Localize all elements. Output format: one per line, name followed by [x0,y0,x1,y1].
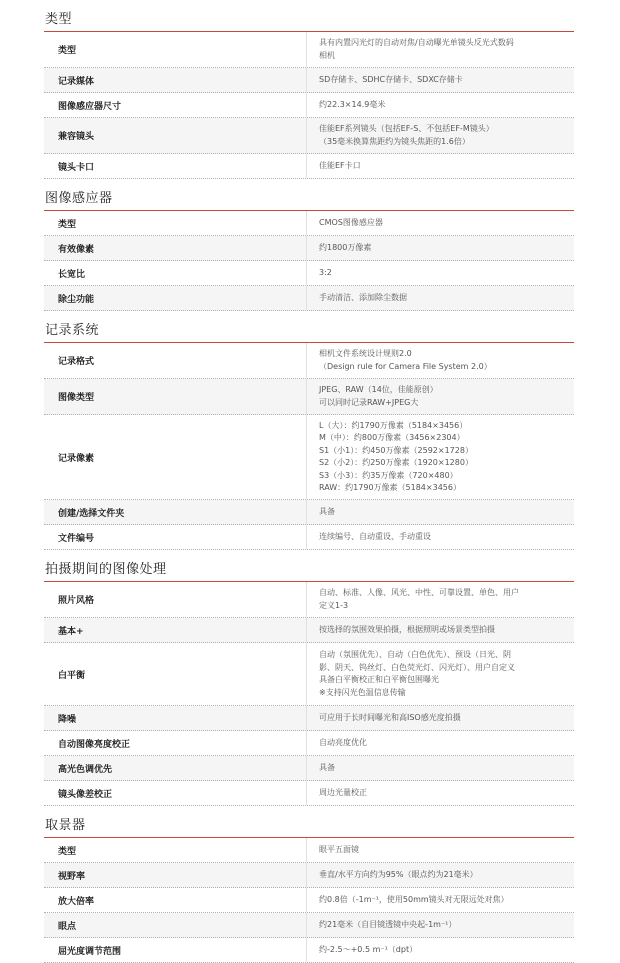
spec-value [307,888,574,912]
spec-table [44,32,574,179]
spec-row [44,93,574,118]
spec-label: 除尘功能 [44,286,307,310]
spec-row [44,343,574,379]
spec-value [307,154,574,178]
spec-label: 类型 [44,32,307,67]
spec-label: 类型 [44,838,307,862]
spec-label: 镜头像差校正 [44,781,307,805]
spec-label: 创建/选择文件夹 [44,500,307,524]
spec-value-line: 具备 [319,762,335,772]
spec-value-line: 约0.8倍（-1m⁻¹，使用50mm镜头对无限远处对焦） [319,894,509,904]
spec-row [44,415,574,500]
spec-table [44,838,574,963]
spec-label: 放大倍率 [44,888,307,912]
spec-value-line: 约1800万像素 [319,242,372,252]
spec-value-line: 可应用于长时间曝光和高ISO感光度拍摄 [319,712,461,722]
spec-value-line: 约-2.5～+0.5 m⁻¹（dpt） [319,944,418,954]
spec-value-line: 定义1-3 [319,600,349,610]
spec-row [44,154,574,179]
spec-label: 照片风格 [44,582,307,617]
spec-row [44,525,574,550]
spec-label: 类型 [44,211,307,235]
spec-row [44,118,574,154]
spec-label: 记录像素 [44,415,307,499]
spec-value-line: （Design rule for Camera File System 2.0） [319,361,492,371]
spec-value-line: RAW：约1790万像素（5184×3456） [319,483,461,492]
spec-value [307,500,574,524]
spec-value-line: 约21毫米（自目镜透镜中央起-1m⁻¹） [319,919,457,929]
spec-value [307,118,574,153]
spec-row [44,888,574,913]
spec-value-line: 自动、标准、人像、风光、中性、可靠设置、单色、用户 [319,588,519,597]
spec-row [44,286,574,311]
section-title: 图像感应器 [44,179,574,211]
spec-label: 长宽比 [44,261,307,285]
spec-label: 基本+ [44,618,307,642]
spec-value-line: ※支持闪光色温信息传输 [319,687,406,697]
spec-value [307,261,574,285]
spec-value-line: 3:2 [319,267,332,277]
spec-value-line: 连续编号、自动重设、手动重设 [319,531,431,541]
spec-value-line: 可以同时记录RAW+JPEG大 [319,397,419,407]
spec-label: 屈光度调节范围 [44,938,307,962]
spec-row [44,643,574,706]
spec-value-line: S3（小3）：约35万像素（720×480） [319,470,458,480]
spec-value-line: 佳能EF卡口 [319,160,361,170]
spec-value-line: 佳能EF系列镜头（包括EF-S、不包括EF-M镜头） [319,124,494,133]
spec-value-line: 相机 [319,50,335,60]
spec-label: 记录媒体 [44,68,307,92]
spec-value [307,68,574,92]
spec-section [44,0,574,179]
spec-row [44,379,574,415]
spec-value [307,731,574,755]
spec-value-line: 相机文件系统设计规则2.0 [319,349,412,358]
spec-table [44,343,574,550]
spec-label: 有效像素 [44,236,307,260]
spec-row [44,756,574,781]
spec-value [307,211,574,235]
spec-row [44,582,574,618]
section-title: 拍摄期间的图像处理 [44,550,574,582]
spec-value [307,582,574,617]
spec-row [44,68,574,93]
spec-label: 记录格式 [44,343,307,378]
spec-row [44,706,574,731]
spec-row [44,863,574,888]
spec-value [307,415,574,499]
spec-value-line: 影、阴天、钨丝灯、白色荧光灯、闪光灯）、用户自定义 [319,662,515,672]
spec-label: 镜头卡口 [44,154,307,178]
spec-page [44,0,574,963]
spec-value [307,93,574,117]
spec-value-line: 自动（氛围优先）、自动（白色优先）、预设（日光、阴 [319,650,511,659]
spec-row [44,32,574,68]
spec-label: 眼点 [44,913,307,937]
spec-label: 图像类型 [44,379,307,414]
spec-value-line: 按选择的氛围效果拍摄，根据照明或场景类型拍摄 [319,624,495,634]
spec-table [44,211,574,311]
section-title: 类型 [44,0,574,32]
spec-section [44,806,574,963]
section-title: 取景器 [44,806,574,838]
spec-value-line: 周边光量校正 [319,787,367,797]
spec-value [307,706,574,730]
spec-value-line: L（大）：约1790万像素（5184×3456） [319,420,468,430]
spec-row [44,938,574,963]
spec-value-line: 具有内置闪光灯的自动对焦/自动曝光单镜头反光式数码 [319,38,514,47]
spec-value-line: 具备 [319,506,335,516]
spec-label: 兼容镜头 [44,118,307,153]
spec-value-line: 自动亮度优化 [319,737,367,747]
spec-value [307,343,574,378]
spec-value-line: 具备白平衡校正和白平衡包围曝光 [319,675,439,684]
spec-value-line: JPEG、RAW（14位，佳能原创） [319,385,438,394]
spec-label: 文件编号 [44,525,307,549]
spec-label: 视野率 [44,863,307,887]
spec-value [307,525,574,549]
spec-row [44,236,574,261]
spec-value [307,781,574,805]
spec-value-line: S1（小1）：约450万像素（2592×1728） [319,445,473,455]
spec-table [44,582,574,806]
spec-value [307,938,574,962]
spec-value-line: SD存储卡、SDHC存储卡、SDXC存储卡 [319,74,463,84]
spec-value [307,236,574,260]
spec-value [307,379,574,414]
spec-value-line: 眼平五面镜 [319,844,359,854]
spec-value [307,838,574,862]
spec-value-line: M（中）：约800万像素（3456×2304） [319,433,465,442]
spec-value [307,643,574,705]
section-title: 记录系统 [44,311,574,343]
spec-row [44,211,574,236]
spec-row [44,781,574,806]
spec-section [44,311,574,550]
spec-label: 自动图像亮度校正 [44,731,307,755]
spec-label: 高光色调优先 [44,756,307,780]
spec-value [307,32,574,67]
spec-value-line: 垂直/水平方向约为95%（眼点约为21毫米） [319,869,478,879]
spec-row [44,731,574,756]
spec-section [44,550,574,806]
spec-row [44,500,574,525]
spec-row [44,261,574,286]
spec-label: 降噪 [44,706,307,730]
spec-value-line: 手动清洁、添加除尘数据 [319,292,407,302]
spec-value [307,286,574,310]
spec-value [307,913,574,937]
spec-value [307,863,574,887]
spec-section [44,179,574,311]
spec-value-line: 约22.3×14.9毫米 [319,99,386,109]
spec-value-line: CMOS图像感应器 [319,217,383,227]
spec-label: 图像感应器尺寸 [44,93,307,117]
spec-row [44,913,574,938]
spec-value [307,618,574,642]
spec-row [44,838,574,863]
spec-label: 白平衡 [44,643,307,705]
spec-value-line: （35毫米换算焦距约为镜头焦距的1.6倍） [319,136,470,146]
spec-row [44,618,574,643]
spec-value-line: S2（小2）：约250万像素（1920×1280） [319,458,473,467]
spec-value [307,756,574,780]
